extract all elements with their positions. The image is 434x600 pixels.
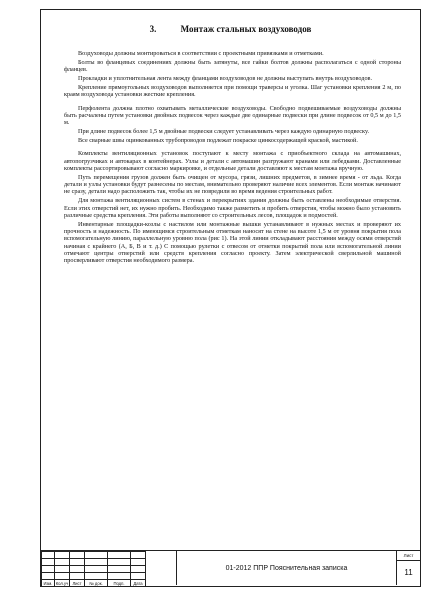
stamp-header-izm: Изм. xyxy=(42,580,55,587)
paragraph: Инвентарные площадки-козлы с настилом или монтажные вышки устанавливают в нужных местах и проверяют их прочность и надежность. По имеющимся строительным отметкам наносят на стене на высоте 1,5 м от уровня покрытия пола вспомогательную линию, параллельную уровню пола (рис 1). На этой линии откладывают расстояния между осями отверстий начиная с крайнего (А, Б, В и т. д.) С помощью рулетки с отвесом от отметки покрытий пола или вспомогательной линии отмечают центры отверстий или средств крепления согласно проекту. Затем электрической сверлильной машиной просверливают отверстия необходимого размера. xyxy=(64,220,401,265)
sheet-box xyxy=(397,551,420,585)
stamp-header-doc: № док. xyxy=(85,580,108,587)
paragraph: Прокладки и уплотнительная лента между фланцами воздуховодов не должны выступать внутрь воздуховодов. xyxy=(78,75,373,83)
section-number: 3. xyxy=(149,24,157,34)
stamp-header-kol-uch: Кол.уч xyxy=(55,580,69,586)
section-title: Монтаж стальных воздуховодов xyxy=(180,24,312,34)
paragraph: Перфолента должна плотно охватывать металлические воздуховоды. Свободно подвешиваемые воздуховоды должны быть расчалены путем установки двойных подвесок через каждые две одинарные подвески при длине подвесок от 0,5 м до 1,5 м. xyxy=(64,104,401,127)
title-block-stamp xyxy=(41,550,420,586)
sheet-number: 11 xyxy=(404,568,413,577)
page-frame xyxy=(40,9,421,587)
section-heading xyxy=(41,24,420,34)
paragraph: Путь перемещения грузов должен быть очищен от мусора, грязи, лишних предметов, в зимнее время - от льда. Когда детали и узлы установки будут разнесены по местам, внимательно проверяют наличие всех элементов. Если монтаж начинают не сразу, детали надо расположить так, чтобы их не повредили во время ведения строительных работ. xyxy=(64,173,401,196)
paragraph: Все сварные швы оцинкованных трубопроводов подлежат покраске цинкосодержащей краской, мастикой. xyxy=(78,136,358,144)
paragraph: Для монтажа вентиляционных систем в стенах и перекрытиях здания должны быть оставлены необходимые отверстия. Если этих отверстий нет, их нужно пробить. Необходимо также разметить и пробить отверстия, чтобы можно было установить различные средства крепления. Эти работы выполняют со строительных лесов, площадок и подмостей. xyxy=(64,197,401,219)
stamp-header-podp: Подп. xyxy=(108,580,131,587)
paragraph: При длине подвесок более 1,5 м двойные подвески следует устанавливать через каждую одинарную подвеску. xyxy=(78,128,369,136)
paragraph: Воздуховоды должны монтироваться в соответствии с проектными привязками и отметками. xyxy=(78,50,324,57)
stamp-grid xyxy=(41,551,146,587)
stamp-header-list: Лист xyxy=(70,580,85,587)
document-title: 01-2012 ППР Пояснительная записка xyxy=(176,551,397,585)
paragraph: Болты во фланцевых соединениях должны быть затянуты, все гайки болтов должны располагаться с одной стороны фланцев. xyxy=(64,58,401,74)
sheet-label: Лист xyxy=(397,551,420,561)
document-body xyxy=(64,50,401,266)
stamp-header-date: Дата xyxy=(131,580,146,587)
paragraph: Комплекты вентиляционных установок поступают к месту монтажа с приобъектного склада на автомашинах, автопогрузчиках и автокарах в контейнерах. Узлы и детали с автомашин разгружают кранами или лебедками. Доставленные комплекты рассортировывают согласно маркировке, и отдельные детали доставляют к местам монтажа вручную. xyxy=(64,150,401,172)
paragraph: Крепление прямоугольных воздуховодов выполняется при помощи траверсы и уголка. Шаг установки крепления 2 м, по краям воздуховода установки жесткие крепления. xyxy=(64,83,401,99)
